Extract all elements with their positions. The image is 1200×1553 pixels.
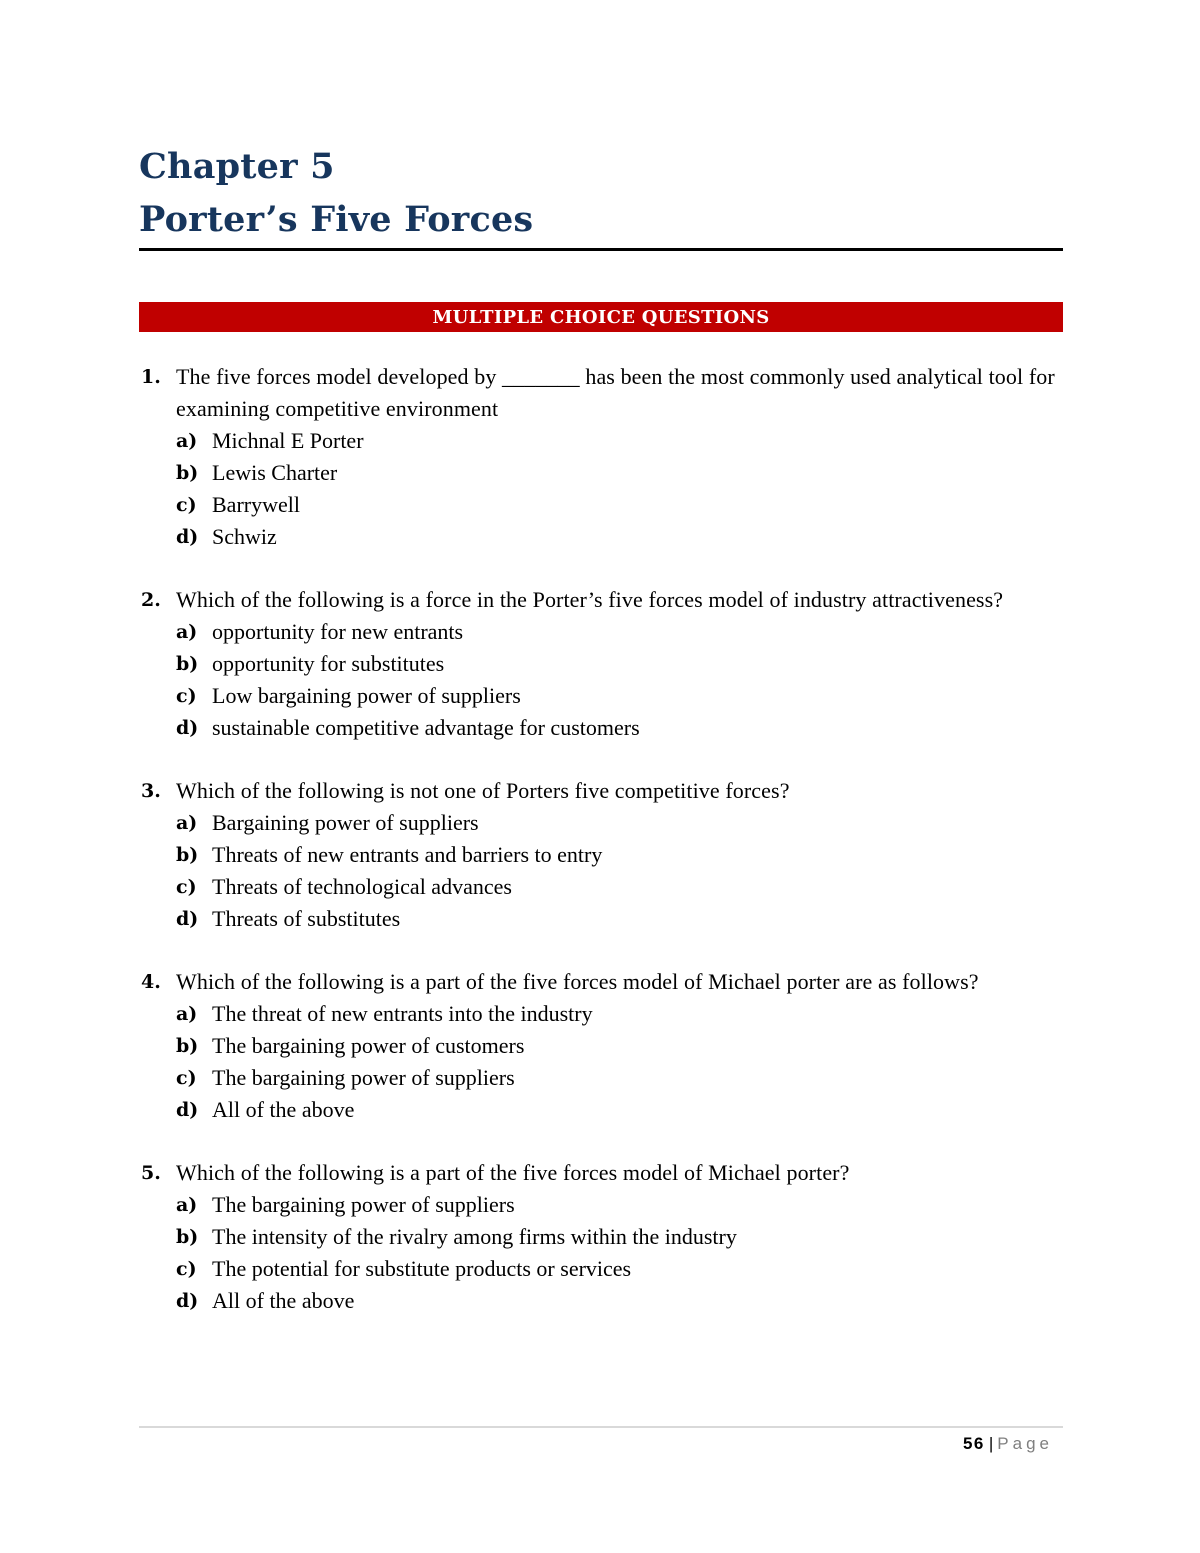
option-a bbox=[176, 1189, 1063, 1221]
option-letter: c) bbox=[176, 1067, 197, 1089]
option-letter: b) bbox=[176, 653, 199, 675]
option-list bbox=[176, 425, 1063, 553]
option-letter: c) bbox=[176, 1258, 197, 1280]
chapter-number: Chapter 5 bbox=[139, 146, 335, 187]
option-list bbox=[176, 616, 1063, 744]
option-letter: d) bbox=[176, 717, 199, 739]
option-d bbox=[176, 903, 1063, 935]
option-text: The bargaining power of suppliers bbox=[212, 1192, 515, 1217]
option-d bbox=[176, 1285, 1063, 1317]
option-list bbox=[176, 1189, 1063, 1317]
question-5 bbox=[139, 1157, 1063, 1317]
option-letter: a) bbox=[176, 1003, 198, 1025]
section-banner: MULTIPLE CHOICE QUESTIONS bbox=[139, 302, 1063, 332]
option-text: All of the above bbox=[212, 1097, 355, 1122]
chapter-title: Porter’s Five Forces bbox=[139, 199, 534, 240]
option-letter: c) bbox=[176, 876, 197, 898]
question-2 bbox=[139, 584, 1063, 744]
option-text: The potential for substitute products or services bbox=[212, 1256, 632, 1281]
option-text: The intensity of the rivalry among firms within the industry bbox=[212, 1224, 737, 1249]
question-number: 2. bbox=[141, 589, 161, 611]
option-text: Michnal E Porter bbox=[212, 428, 364, 453]
option-letter: b) bbox=[176, 844, 199, 866]
question-text: Which of the following is not one of Porters five competitive forces? bbox=[176, 778, 790, 803]
option-text: opportunity for new entrants bbox=[212, 619, 464, 644]
option-letter: a) bbox=[176, 1194, 198, 1216]
question-text: The five forces model developed by _______ has been the most commonly used analytical tool for examining competitive environment bbox=[176, 364, 1055, 421]
question-list bbox=[139, 361, 1063, 1348]
option-c bbox=[176, 1253, 1063, 1285]
option-letter: b) bbox=[176, 1226, 199, 1248]
option-text: Low bargaining power of suppliers bbox=[212, 683, 521, 708]
option-text: Barrywell bbox=[212, 492, 300, 517]
option-list bbox=[176, 998, 1063, 1126]
option-letter: d) bbox=[176, 526, 199, 548]
question-number: 1. bbox=[141, 366, 161, 388]
question-number: 3. bbox=[141, 780, 161, 802]
option-a bbox=[176, 616, 1063, 648]
option-letter: c) bbox=[176, 685, 197, 707]
option-a bbox=[176, 807, 1063, 839]
option-text: sustainable competitive advantage for customers bbox=[212, 715, 640, 740]
question-number: 4. bbox=[141, 971, 161, 993]
option-letter: c) bbox=[176, 494, 197, 516]
question-number: 5. bbox=[141, 1162, 161, 1184]
option-a bbox=[176, 425, 1063, 457]
option-text: The bargaining power of customers bbox=[212, 1033, 525, 1058]
option-text: Threats of technological advances bbox=[212, 874, 512, 899]
option-text: opportunity for substitutes bbox=[212, 651, 445, 676]
footer-divider bbox=[139, 1426, 1063, 1428]
option-letter: d) bbox=[176, 1290, 199, 1312]
page-number: 56 bbox=[962, 1434, 985, 1453]
option-letter: b) bbox=[176, 462, 199, 484]
option-a bbox=[176, 998, 1063, 1030]
option-letter: a) bbox=[176, 621, 198, 643]
option-letter: a) bbox=[176, 812, 198, 834]
option-d bbox=[176, 521, 1063, 553]
option-letter: d) bbox=[176, 908, 199, 930]
option-list bbox=[176, 807, 1063, 935]
option-letter: d) bbox=[176, 1099, 199, 1121]
option-b bbox=[176, 1221, 1063, 1253]
option-text: Bargaining power of suppliers bbox=[212, 810, 479, 835]
question-3 bbox=[139, 775, 1063, 935]
page-label: Page bbox=[997, 1434, 1053, 1453]
option-text: Threats of new entrants and barriers to entry bbox=[212, 842, 603, 867]
option-b bbox=[176, 839, 1063, 871]
question-text: Which of the following is a part of the five forces model of Michael porter are as follows? bbox=[176, 969, 979, 994]
title-divider bbox=[139, 248, 1063, 251]
question-text: Which of the following is a part of the five forces model of Michael porter? bbox=[176, 1160, 850, 1185]
question-4 bbox=[139, 966, 1063, 1126]
option-d bbox=[176, 1094, 1063, 1126]
option-text: Lewis Charter bbox=[212, 460, 338, 485]
page-footer bbox=[963, 1431, 1053, 1457]
option-c bbox=[176, 1062, 1063, 1094]
option-text: All of the above bbox=[212, 1288, 355, 1313]
option-text: The bargaining power of suppliers bbox=[212, 1065, 515, 1090]
option-c bbox=[176, 871, 1063, 903]
option-c bbox=[176, 489, 1063, 521]
option-text: Schwiz bbox=[212, 524, 277, 549]
option-d bbox=[176, 712, 1063, 744]
option-letter: a) bbox=[176, 430, 198, 452]
question-1 bbox=[139, 361, 1063, 553]
option-b bbox=[176, 457, 1063, 489]
option-text: Threats of substitutes bbox=[212, 906, 401, 931]
option-letter: b) bbox=[176, 1035, 199, 1057]
question-text: Which of the following is a force in the Porter’s five forces model of industry attractiveness? bbox=[176, 587, 1004, 612]
footer-separator: | bbox=[988, 1434, 994, 1453]
option-b bbox=[176, 648, 1063, 680]
option-b bbox=[176, 1030, 1063, 1062]
option-text: The threat of new entrants into the industry bbox=[212, 1001, 593, 1026]
option-c bbox=[176, 680, 1063, 712]
